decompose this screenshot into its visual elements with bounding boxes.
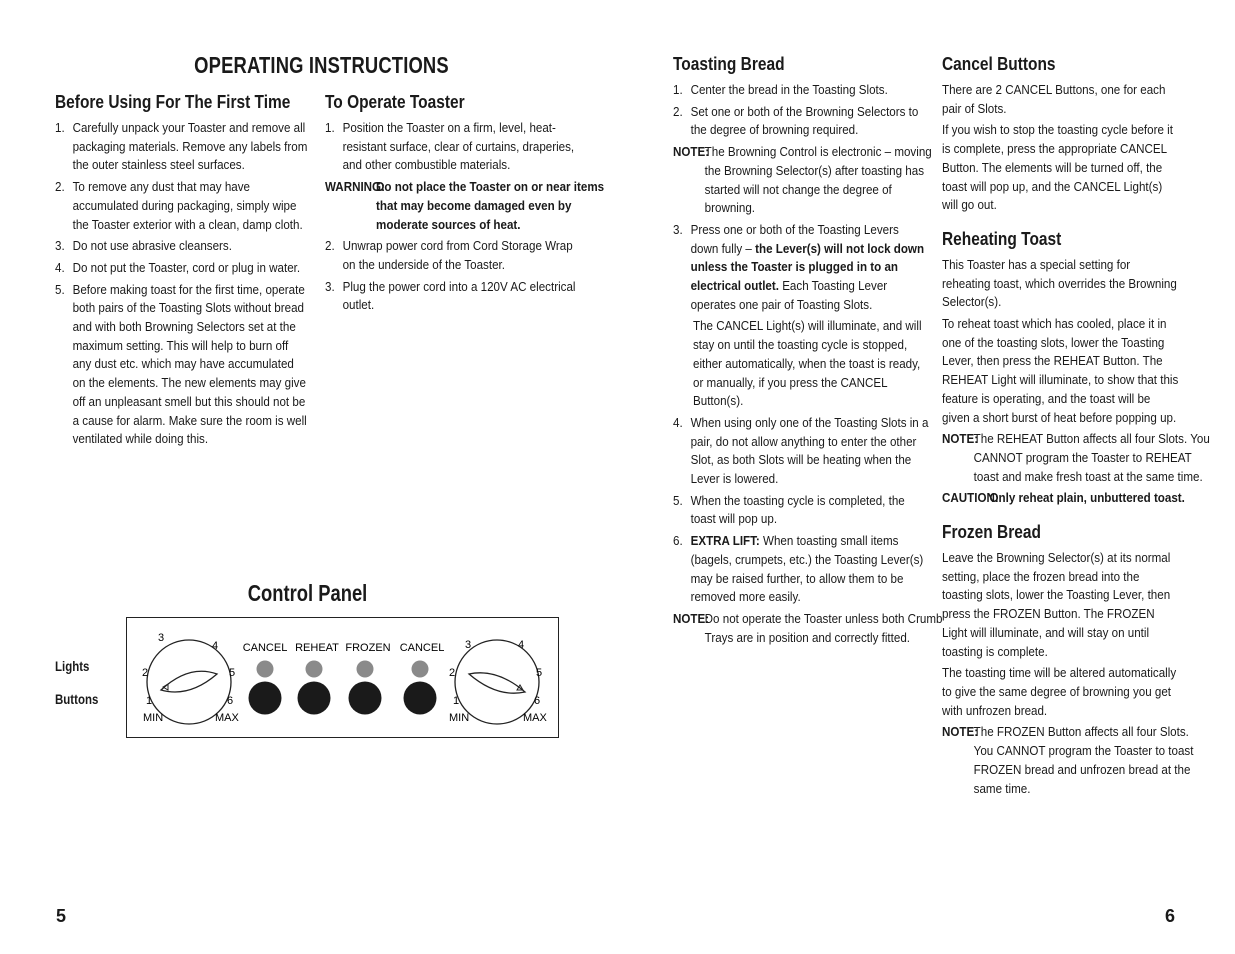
cancel-right-label: CANCEL [399, 642, 445, 654]
first-time-list [55, 119, 308, 449]
list-item [673, 532, 929, 607]
frozen-note [942, 723, 1210, 798]
list-text: Do not use abrasive cleansers. [72, 238, 232, 254]
list-text: Unwrap power cord from Cord Storage Wrap on the underside of the Toaster. [342, 238, 573, 272]
list-item [55, 119, 309, 175]
list-item [325, 119, 579, 175]
list-number: 2. [325, 238, 335, 254]
control-panel-title: Control Panel [247, 580, 368, 606]
operate-section [325, 92, 605, 318]
dial-min-label: MIN [449, 712, 470, 724]
note-label: NOTE: [673, 144, 710, 160]
list-text: To remove any dust that may have accumulated during packaging, simply wipe the Toaster exterior with a clean, damp cloth. [72, 179, 303, 232]
caution-label: CAUTION: [942, 490, 999, 506]
dial-number: 2 [142, 667, 149, 679]
frozen-light [357, 661, 374, 678]
warning-note [325, 178, 613, 234]
list-number: 3. [673, 221, 683, 237]
list-text: Do not put the Toaster, cord or plug in water. [72, 259, 301, 275]
list-text: Before making toast for the first time, operate both pairs of the Toasting Slots without bread and with both Browning Selectors set at the maximum setting. This will help to burn off any dust etc. which may have accumulated on the elements. The new elements may give off an unpleasant smell but this should not be a cause for alarm. Make sure the room is well ventilated while doing this. [72, 281, 307, 447]
browning-selector-right[interactable] [449, 639, 548, 724]
browning-note [673, 143, 943, 218]
list-number: 5. [673, 492, 683, 508]
list-number: 4. [55, 259, 65, 275]
reheat-label: REHEAT [295, 642, 339, 654]
toasting-list [673, 81, 919, 140]
dial-number: 2 [449, 667, 456, 679]
first-time-heading: Before Using For The First Time [55, 92, 291, 112]
cancel-section [942, 54, 1210, 801]
list-item [325, 237, 579, 274]
list-item [55, 237, 309, 256]
list-number: 1. [55, 120, 65, 135]
dial-number: 4 [212, 640, 219, 652]
list-text: Carefully unpack your Toaster and remove all packaging materials. Remove any labels from the outer stainless steel surfaces. [72, 120, 308, 173]
note-label: NOTE: [942, 431, 979, 447]
dial-number: 3 [465, 639, 472, 651]
reheat-heading: Reheating Toast [942, 228, 1062, 249]
list-item [325, 278, 579, 315]
list-number: 2. [673, 103, 683, 119]
list-item [673, 221, 929, 315]
cancel-paragraph: There are 2 CANCEL Buttons, one for each pair of Slots. [942, 82, 1166, 116]
reheat-button[interactable] [298, 682, 331, 715]
list-item [673, 103, 929, 140]
list-item [55, 281, 309, 449]
list-text-bold: the Lever(s) will not lock down unless the Toaster is plugged in to an electrical outlet. [690, 240, 925, 294]
cancel-paragraph: If you wish to stop the toasting cycle before it is complete, press the appropriate CANCEL Button. The elements will be turned off, the toast will pop up, and the CANCEL Light(s) will go out. [942, 122, 1173, 213]
page-title: OPERATING INSTRUCTIONS [194, 52, 449, 78]
control-panel-diagram [126, 617, 559, 738]
operate-list [325, 119, 575, 175]
toasting-section [673, 54, 943, 650]
cancel-heading: Cancel Buttons [942, 54, 1056, 74]
frozen-button[interactable] [349, 682, 382, 715]
list-number: 5. [55, 281, 65, 297]
list-number: 6. [673, 533, 683, 549]
list-number: 4. [673, 414, 683, 430]
reheat-light [306, 661, 323, 678]
list-text: Press one or both of the Toasting Levers down fully – [690, 221, 899, 256]
list-text: Position the Toaster on a firm, level, heat-resistant surface, clear of curtains, draperies, and other combustible materials. [342, 120, 575, 173]
list-item [673, 81, 929, 100]
list-text: When toasting small items (bagels, crumpets, etc.) the Toasting Lever(s) may be raised further, to allow them to be removed more easily. [690, 533, 924, 605]
control-panel-svg [127, 618, 557, 736]
list-text: Center the bread in the Toasting Slots. [690, 82, 888, 97]
lights-label: Lights [55, 659, 90, 674]
frozen-paragraph: Leave the Browning Selector(s) at its normal setting, place the frozen bread into the toasting slots, lower the Toasting Lever, then press the FROZEN Button. The FROZEN Light will illuminate, and will stay on until toasting is complete. [942, 550, 1171, 659]
list-text: When using only one of the Toasting Slots in a pair, do not allow anything to enter the other Slot, as both Slots will be heating when the Lever is lowered. [690, 414, 929, 487]
list-text: Plug the power cord into a 120V AC electrical outlet. [342, 278, 576, 313]
reheat-note [942, 430, 1210, 486]
note-text: Do not operate the Toaster unless both Crumb Trays are in position and correctly fitted. [704, 610, 943, 645]
list-text: Set one or both of the Browning Selectors to the degree of browning required. [690, 103, 919, 138]
cancel-left-button[interactable] [249, 682, 282, 715]
warning-label: WARNING: [325, 179, 385, 195]
warning-text: Do not place the Toaster on or near items that may become damaged even by moderate sources of heat. [376, 179, 605, 232]
dial-min-label: MIN [143, 712, 164, 724]
dial-number: 3 [158, 632, 165, 644]
frozen-label: FROZEN [345, 642, 391, 654]
list-number: 2. [55, 179, 65, 195]
dial-number: 4 [518, 639, 525, 651]
note-label: NOTE: [942, 724, 979, 740]
cancel-right-button[interactable] [404, 682, 437, 715]
note-label: NOTE: [673, 610, 710, 626]
reheat-paragraph: This Toaster has a special setting for reheating toast, which overrides the Browning Selector(s). [942, 256, 1177, 310]
list-number: 3. [325, 278, 335, 294]
cancel-left-label: CANCEL [242, 642, 288, 654]
buttons-label: Buttons [55, 692, 99, 707]
toasting-list-continued [673, 221, 925, 315]
dial-max-label: MAX [523, 712, 547, 724]
page-number-right: 6 [1165, 906, 1176, 926]
toasting-list-end [673, 414, 929, 607]
list-number: 1. [673, 82, 683, 97]
dial-number: 5 [229, 667, 236, 679]
caution-note [942, 489, 1226, 508]
frozen-paragraph: The toasting time will be altered automatically to give the same degree of browning you get with unfrozen bread. [942, 665, 1177, 718]
crumb-tray-note [673, 610, 943, 647]
list-number: 1. [325, 120, 335, 135]
list-number: 3. [55, 238, 65, 254]
browning-selector-left[interactable] [142, 632, 240, 724]
list-item [55, 259, 309, 278]
list-item [673, 414, 929, 489]
cancel-left-light [257, 661, 274, 678]
operate-heading: To Operate Toaster [325, 92, 465, 112]
dial-number: 1 [453, 695, 460, 707]
dial-number: 6 [227, 695, 234, 707]
note-text: The Browning Control is electronic – moving the Browning Selector(s) after toasting has started will not change the degree of browning. [704, 144, 932, 216]
cancel-right-light [412, 661, 429, 678]
page-number-left: 5 [56, 906, 67, 926]
list-item [55, 178, 309, 234]
note-text: The REHEAT Button affects all four Slots. You CANNOT program the Toaster to REHEAT toast and make fresh toast at the same time. [973, 431, 1210, 484]
frozen-heading: Frozen Bread [942, 522, 1041, 543]
list-item [673, 492, 929, 529]
dial-max-label: MAX [215, 712, 239, 724]
list-text: When the toasting cycle is completed, the toast will pop up. [690, 492, 905, 527]
dial-number: 1 [146, 695, 153, 707]
extra-lift-label: EXTRA LIFT: [690, 533, 760, 549]
first-time-section [55, 92, 308, 452]
list-text: Each Toasting Lever operates one pair of Toasting Slots. [690, 278, 888, 312]
note-text: The FROZEN Button affects all four Slots. You CANNOT program the Toaster to toast FROZEN bread and unfrozen bread at the same time. [973, 724, 1194, 796]
cancel-light-paragraph: The CANCEL Light(s) will illuminate, and will stay on until the toasting cycle is stopped, either automatically, when the toast is ready, or manually, if you press the CANCEL Button(s). [693, 318, 922, 409]
dial-number: 6 [534, 695, 541, 707]
toasting-heading: Toasting Bread [673, 54, 785, 74]
operate-list-continued [325, 237, 576, 315]
caution-text: Only reheat plain, unbuttered toast. [989, 490, 1185, 506]
reheat-paragraph: To reheat toast which has cooled, place it in one of the toasting slots, lower the Toasting Lever, then press the REHEAT Button. The REHEAT Light will illuminate, to show that this feature is operating, and the toast will be given a short burst of heat before popping up. [942, 316, 1179, 425]
dial-number: 5 [536, 667, 543, 679]
